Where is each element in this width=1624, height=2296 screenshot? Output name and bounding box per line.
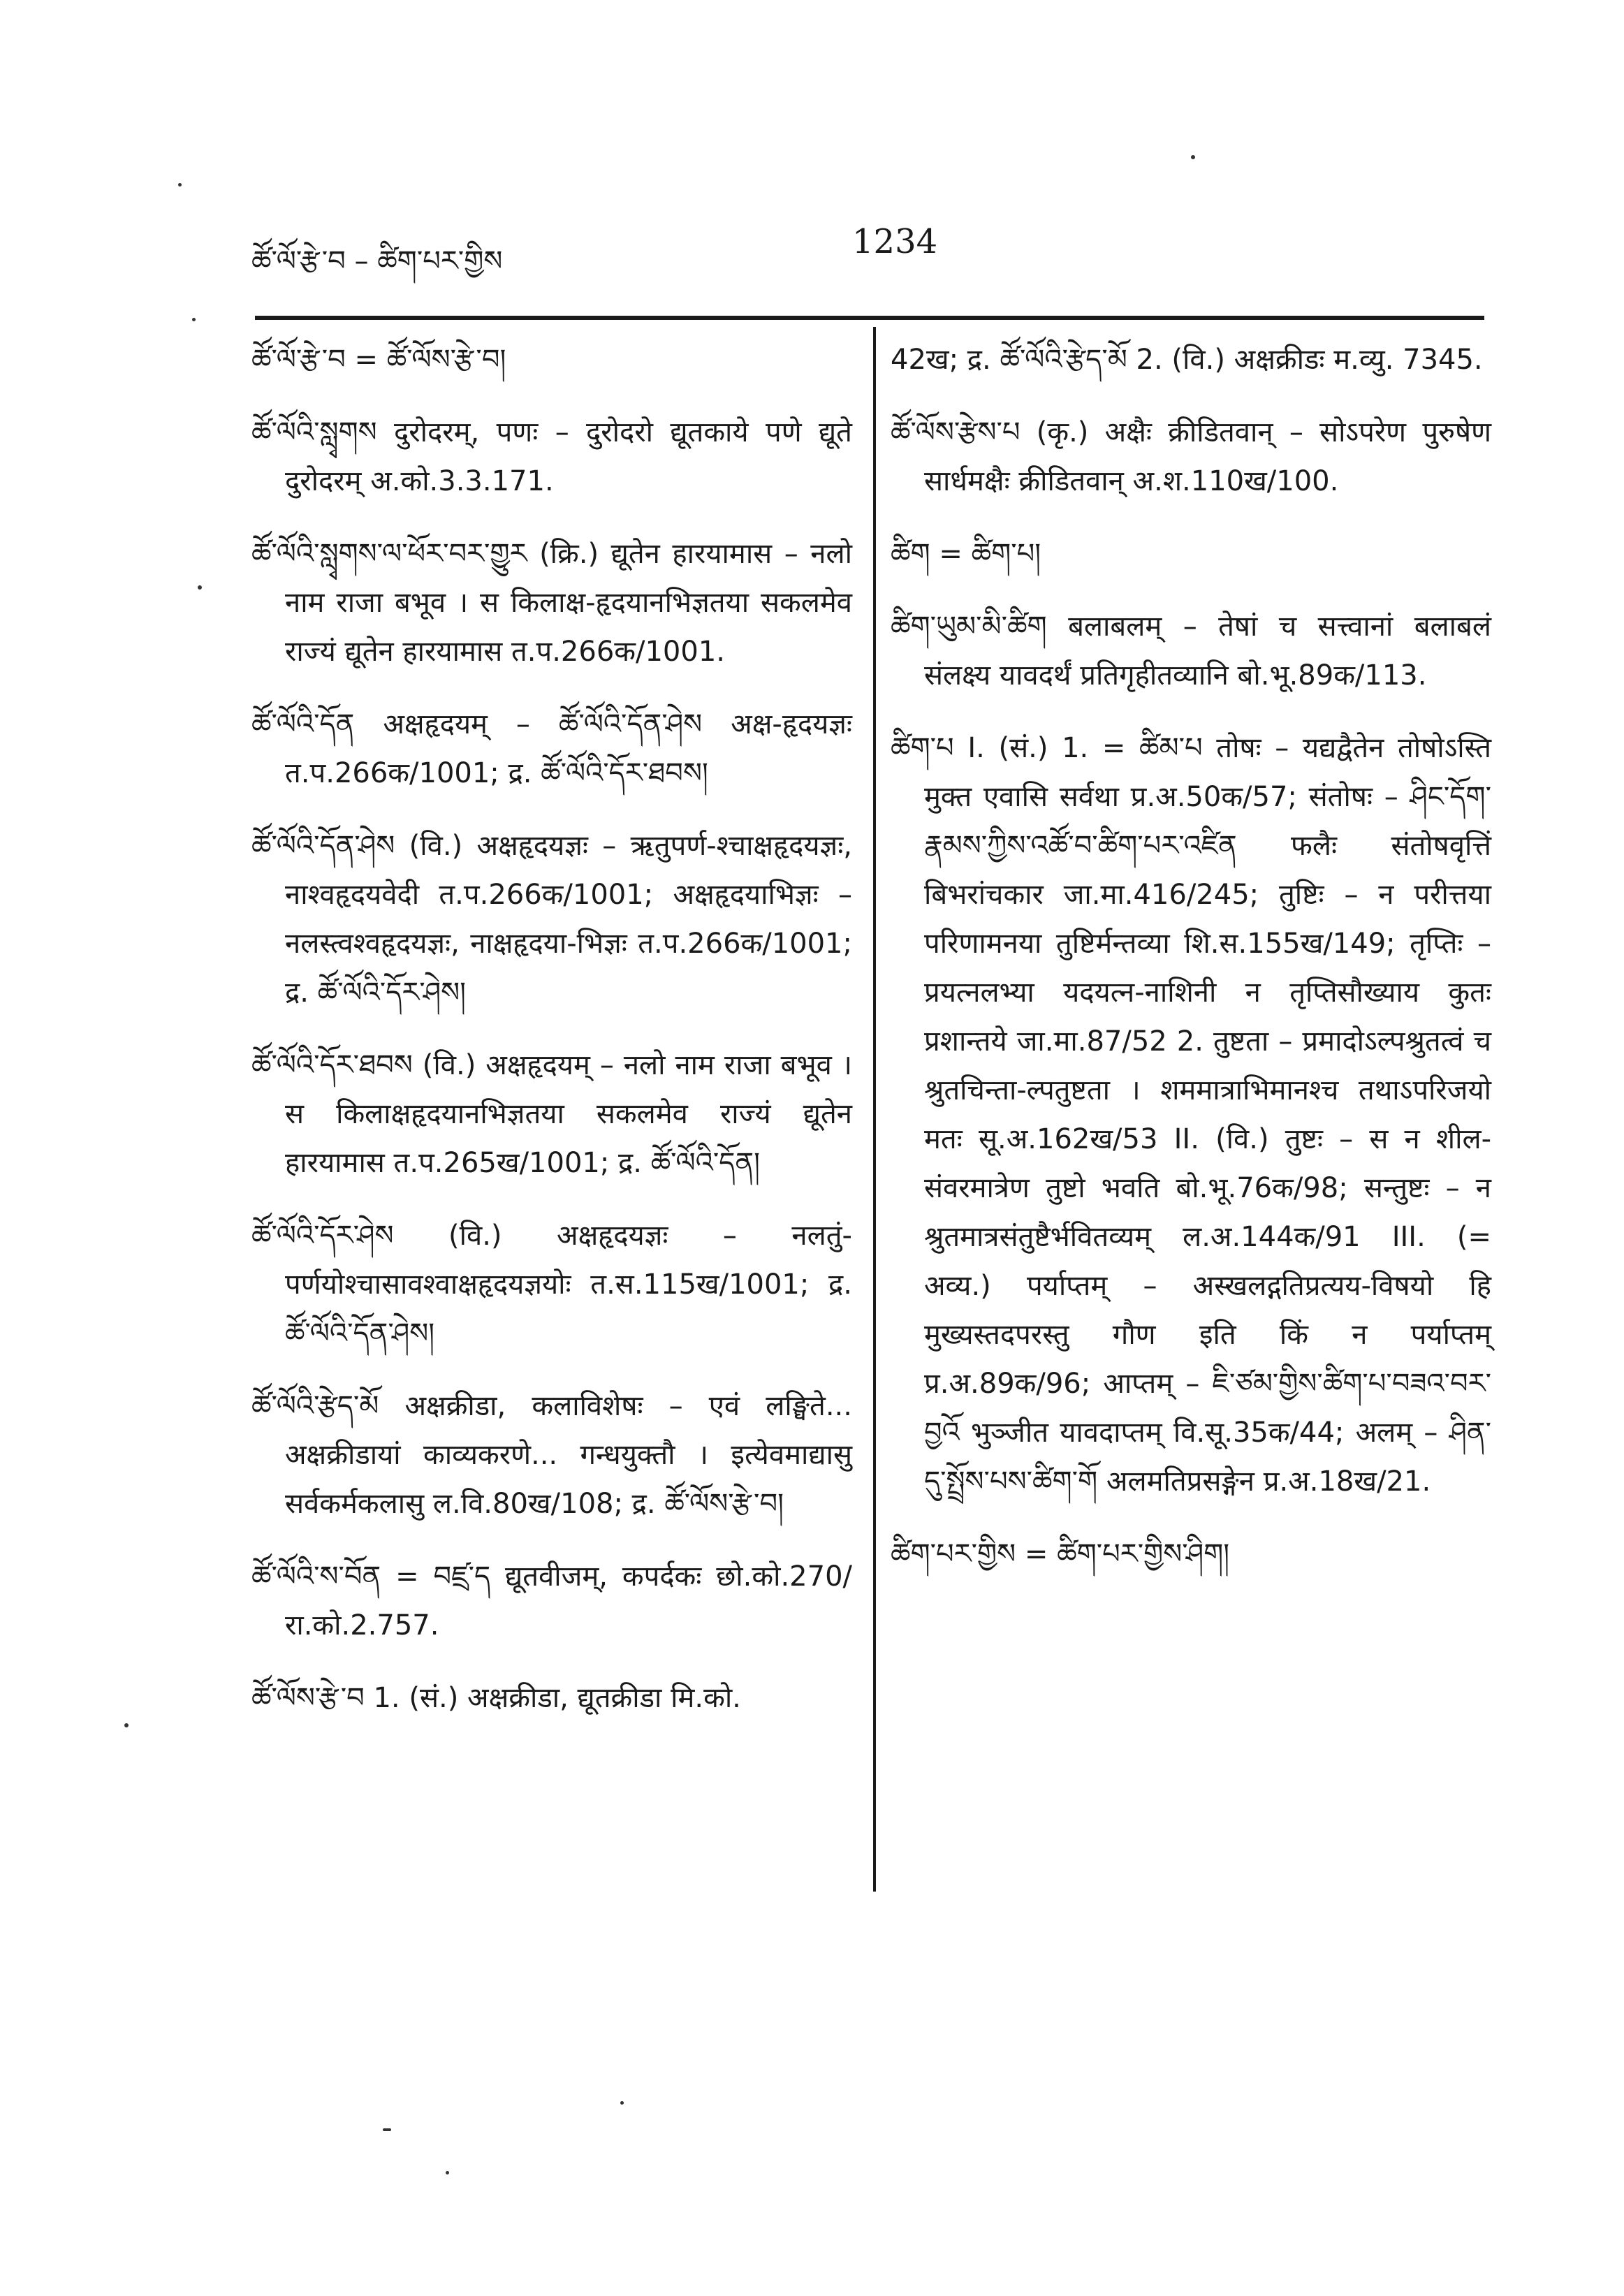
scan-speck — [178, 183, 182, 187]
scan-speck — [1191, 155, 1195, 159]
page-number: 1234 — [852, 222, 938, 261]
dictionary-entry: ཚོ་ལོའི་དོན་ཤེས (वि.) अक्षहृदयज्ञः – ऋतुपर्ण-श्चाक्षहृदयज्ञः, नाश्वहृदयवेदी त.प.266क/1001; अक्षहृदयाभिज्ञः – नलस्त्वश्वहृदयज्ञः, नाक्षहृदया-भिज्ञः त.प.266क/1001; द्र. ཚོ་ལོའི་དོར་ཤེས། — [251, 830, 852, 1009]
scan-speck — [383, 2128, 391, 2131]
scan-speck — [124, 1723, 129, 1727]
dictionary-entry: ཚོ་ལོའི་དོར་ཤེས (वि.) अक्षहृदयज्ञः – नलतुं-पर्णयोश्चासावश्वाक्षहृदयज्ञयोः त.स.115ख/1001; द्र. ཚོ་ལོའི་དོན་ཤེས། — [251, 1220, 852, 1350]
dictionary-entry: ཚིག = ཚིག་པ། — [891, 538, 1041, 570]
scan-speck — [446, 2171, 449, 2174]
scan-speck — [192, 318, 196, 321]
dictionary-entry: 42ख; द्र. ཚོ་ལོའི་རྩེད་མོ 2. (वि.) अक्षक्रीडः म.व्यु. 7345. — [891, 344, 1483, 376]
scan-speck — [620, 2101, 624, 2105]
scan-speck — [198, 585, 202, 590]
dictionary-entry: ཚོ་ལོའི་དོར་ཐབས (वि.) अक्षहृदयम् – नलो नाम राजा बभूव । स किलाक्षहृदयानभिज्ञतया सकलमेव राज्यं द्यूतेन हारयामास त.प.265ख/1001; द्र. ཚོ་ལོའི་དོན། — [251, 1049, 852, 1179]
left-column — [251, 335, 852, 1746]
dictionary-entry: ཚིག་པ I. (सं.) 1. = ཚིམ་པ तोषः – यद्यद्वैतेन तोषोऽस्ति मुक्त एवासि सर्वथा प्र.अ.50क/57; संतोषः – ཤིང་དོག་རྣམས་ཀྱིས་འཚོ་བ་ཚིག་པར་འཛིན फलैः संतोषवृत्तिं बिभरांचकार जा.मा.416/245; तुष्टिः – न परीत्तया परिणामनया तुष्टिर्मन्तव्या शि.स.155ख/149; तृप्तिः – प्रयत्नलभ्या यदयत्न-नाशिनी न तृप्तिसौख्याय कुतः प्रशान्तये जा.मा.87/52 2. तुष्टता – प्रमादोऽल्पश्रुतत्वं च श्रुतचिन्ता-ल्पतुष्टता । शममात्राभिमानश्च तथाऽपरिजयो मतः सू.अ.162ख/53 II. (वि.) तुष्टः – स न शील-संवरमात्रेण तुष्टो भवति बो.भू.76क/98; सन्तुष्टः – न श्रुतमात्रसंतुष्टैर्भवितव्यम् ल.अ.144क/91 III. (= अव्य.) पर्याप्तम् – अस्खलद्गतिप्रत्यय-विषयो हि मुख्यस्तदपरस्तु गौण इति किं न पर्याप्तम् प्र.अ.89क/96; आप्तम् – ཇི་ཙམ་གྱིས་ཚིག་པ་བཟའ་བར་བྱའོ भुञ्जीत यावदाप्तम् वि.सू.35क/44; अलम् – ཤིན་དུ་སྤྲོས་པས་ཚིག་གོ अलमतिप्रसङ्गेन प्र.अ.18ख/21. — [891, 732, 1491, 1498]
dictionary-entry: ཚོ་ལོས་རྩེས་པ (कृ.) अक्षैः क्रीडितवान् – सोऽपरेण पुरुषेण सार्धमक्षैः क्रीडितवान् अ.श.110ख/100. — [891, 416, 1491, 497]
dictionary-entry: ཚོ་ལོའི་རྩེད་མོ अक्षक्रीडा, कलाविशेषः – एवं लङ्घिते... अक्षक्रीडायां काव्यकरणे... गन्धयुक्तौ । इत्येवमाद्यासु सर्वकर्मकलासु ल.वि.80ख/108; द्र. ཚོ་ལོས་རྩེ་བ། — [251, 1390, 852, 1520]
dictionary-entry: ཚོ་ལོ་རྩེ་བ = ཚོ་ལོས་རྩེ་བ། — [251, 344, 506, 376]
dictionary-entry: ཚོ་ལོའི་སླྭགས་ལ་ཕོར་བར་གྱུར (क्रि.) द्यूतेन हारयामास – नलो नाम राजा बभूव । स किलाक्ष-हृदयानभिज्ञतया सकलमेव राज्यं द्यूतेन हारयामास त.प.266क/1001. — [251, 538, 852, 668]
column-divider — [873, 327, 876, 1892]
dictionary-entry: ཚོ་ལོའི་དོན अक्षहृदयम् – ཚོ་ལོའི་དོན་ཤེས अक्ष-हृदयज्ञः त.प.266क/1001; द्र. ཚོ་ལོའི་དོར་ཐབས། — [251, 708, 852, 789]
header-rule — [255, 316, 1484, 320]
page-header — [251, 222, 1488, 285]
dictionary-entry: ཚིག་ཡུམ་མི་ཚིག बलाबलम् – तेषां च सत्त्वानां बलाबलं संलक्ष्य यावदर्थं प्रतिगृहीतव्यानि बो.भू.89क/113. — [891, 610, 1491, 692]
dictionary-entry: ཚོ་ལོའི་ས་བོན = བཛྲ་ད द्यूतवीजम्, कपर्दकः छो.को.270/रा.को.2.757. — [251, 1560, 852, 1641]
running-head: ཚོ་ལོ་རྩེ་བ – ཚིག་པར་གྱིས — [251, 245, 503, 277]
dictionary-entry: ཚོ་ལོའི་སླྭགས दुरोदरम्, पणः – दुरोदरो द्यूतकाये पणे द्यूते दुरोदरम् अ.को.3.3.171. — [251, 416, 852, 497]
dictionary-entry: ཚོ་ལོས་རྩེ་བ 1. (सं.) अक्षक्रीडा, द्यूतक्रीडा मि.को. — [251, 1682, 741, 1714]
dictionary-entry: ཚིག་པར་གྱིས = ཚིག་པར་གྱིས་ཤིག། — [891, 1538, 1230, 1570]
right-column — [891, 335, 1491, 1602]
